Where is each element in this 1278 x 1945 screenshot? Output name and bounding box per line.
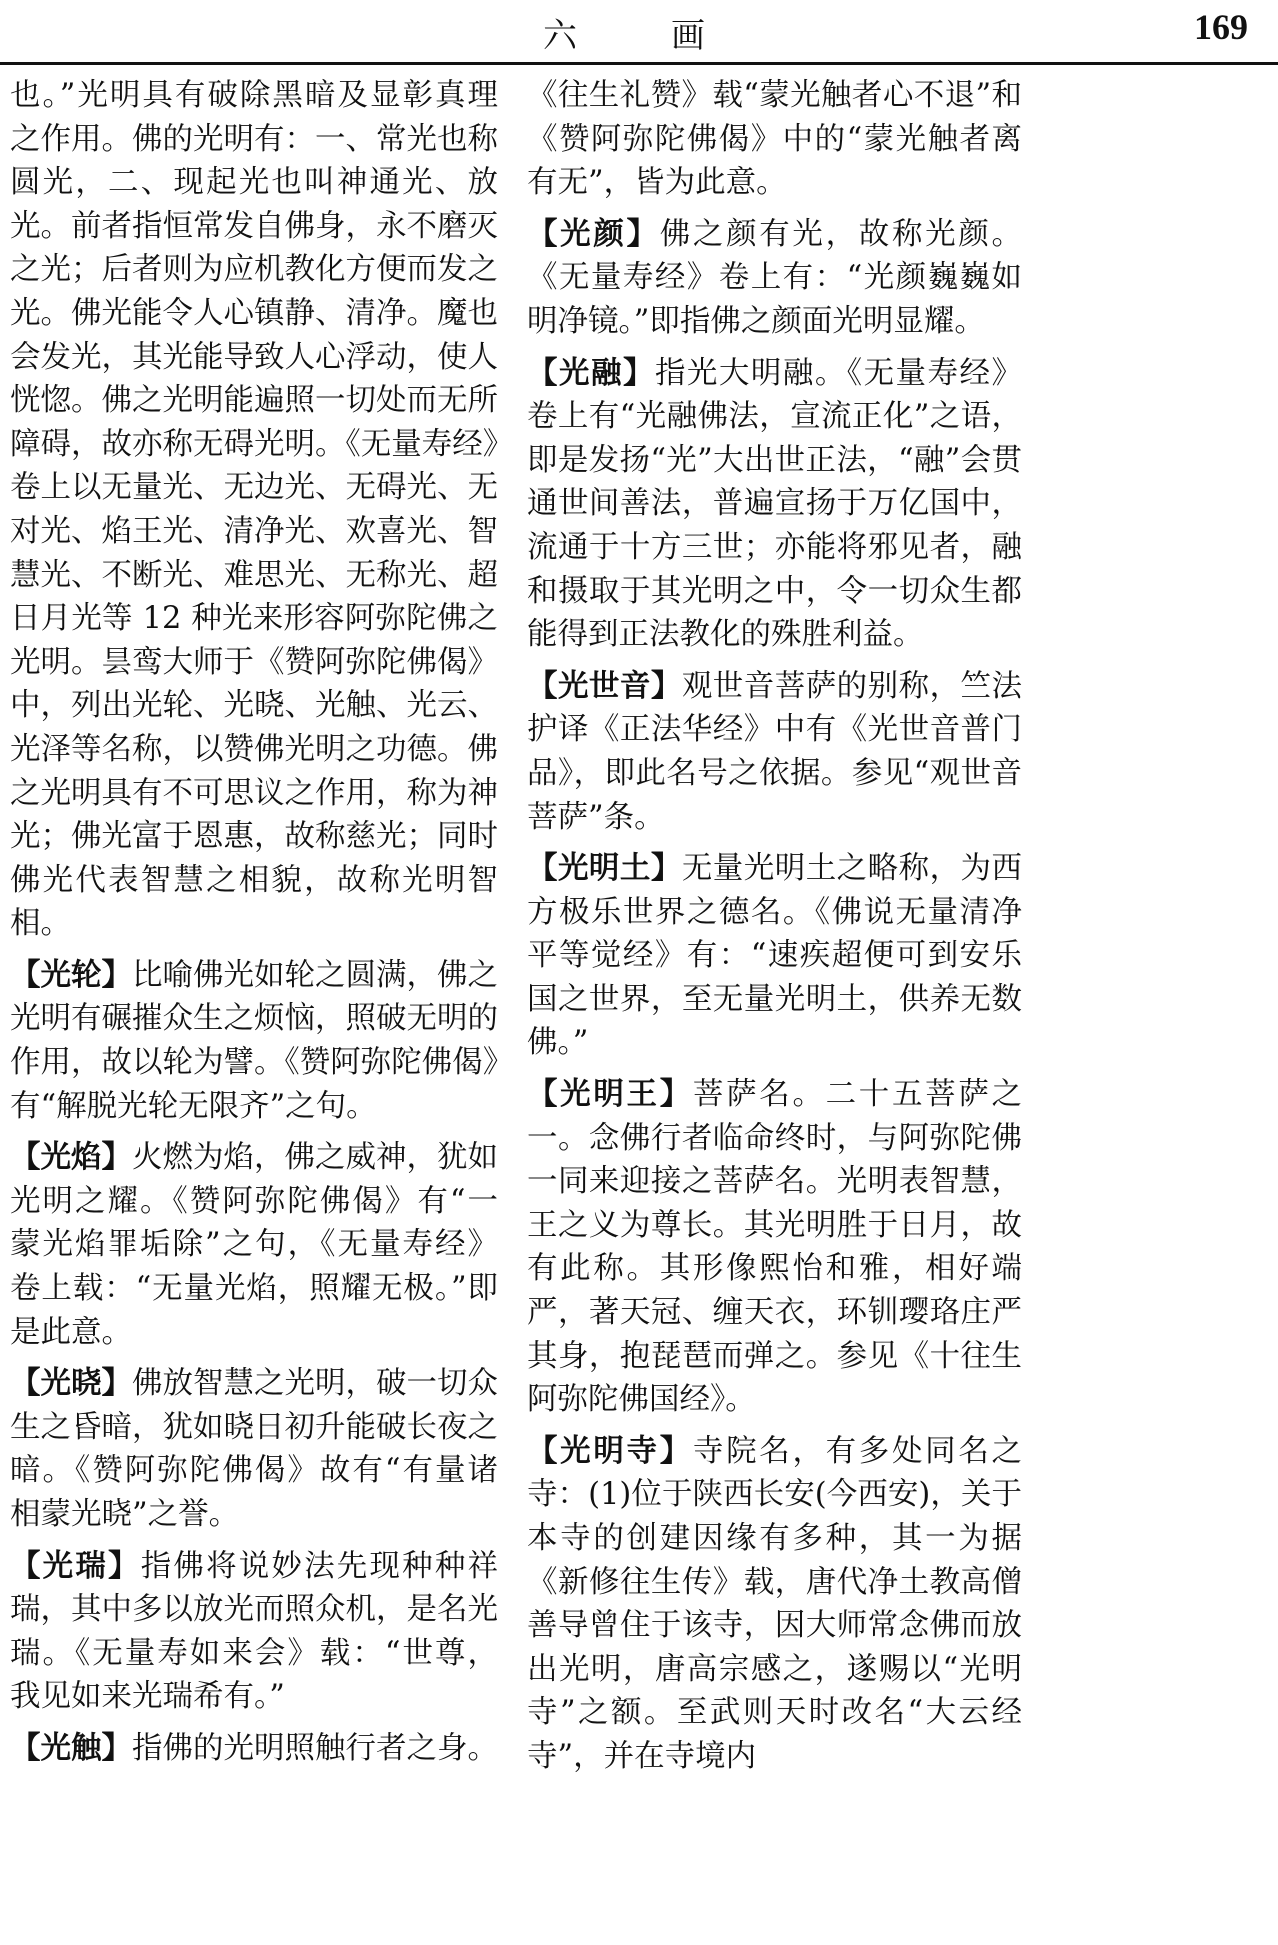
dictionary-entry	[10, 1545, 498, 1719]
entry-text: 指佛的光明照触行者之身。	[132, 1730, 498, 1766]
entry-headword: 【光触】	[10, 1730, 132, 1766]
entry-text: 寺院名，有多处同名之寺：(1)位于陕西长安(今西安)，关于本寺的创建因缘有多种，其一为据《新修往生传》载，唐代净土教高僧善导曾住于该寺，因大师常念佛而放出光明，唐高宗感之，遂赐以“光明寺”之额。至武则天时改名“大云经寺”，并在寺境内	[527, 1433, 1023, 1774]
entry-headword: 【光明寺】	[527, 1433, 693, 1469]
entry-headword: 【光世音】	[527, 668, 682, 704]
entry-text: 火燃为焰，佛之威神，犹如光明之耀。《赞阿弥陀佛偈》有“一蒙光焰罪垢除”之句，《无量寿经》卷上载：“无量光焰，照耀无极。”即是此意。	[10, 1140, 498, 1350]
dictionary-entry	[10, 1727, 498, 1771]
entry-text: 《往生礼赞》载“蒙光触者心不退”和《赞阿弥陀佛偈》中的“蒙光触者离有无”，皆为此意。	[527, 78, 1022, 201]
entry-headword: 【光瑞】	[10, 1548, 141, 1584]
entry-text: 无量光明土之略称，为西方极乐世界之德名。《佛说无量清净平等觉经》有：“速疾超便可到安乐国之世界，至无量光明土，供养无数佛。”	[527, 851, 1023, 1061]
dictionary-entry	[527, 352, 1022, 657]
dictionary-entry	[10, 1362, 498, 1536]
page-number: 169	[1194, 7, 1248, 47]
entry-text: 观世音菩萨的别称，竺法护译《正法华经》中有《光世音普门品》，即此名号之依据。参见“观世音菩萨”条。	[527, 668, 1023, 835]
entry-text: 比喻佛光如轮之圆满，佛之光明有碾摧众生之烦恼，照破无明的作用，故以轮为譬。《赞阿弥陀佛偈》有“解脱光轮无限齐”之句。	[10, 957, 498, 1124]
entry-headword: 【光明土】	[527, 851, 682, 887]
dictionary-entry	[10, 954, 498, 1128]
entry-text: 佛放智慧之光明，破一切众生之昏暗，犹如晓日初升能破长夜之暗。《赞阿弥陀佛偈》故有“有量诸相蒙光晓”之誉。	[10, 1366, 498, 1532]
entry-headword: 【光明王】	[527, 1077, 693, 1113]
page-header	[0, 0, 1278, 65]
entry-text: 指光大明融。《无量寿经》卷上有“光融佛法，宣流正化”之语，即是发扬“光”大出世正法，“融”会贯通世间善法，普遍宣扬于万亿国中，流通于十方三世；亦能将邪见者，融和摄取于其光明之中，令一切众生都能得到正法教化的殊胜利益。	[527, 355, 1023, 653]
dictionary-entry	[527, 1430, 1022, 1779]
entry-text: 指佛将说妙法先现种种祥瑞，其中多以放光而照众机，是名光瑞。《无量寿如来会》载：“世尊，我见如来光瑞希有。”	[10, 1548, 499, 1715]
dictionary-entry	[527, 1073, 1022, 1422]
continued-text	[10, 74, 498, 946]
entry-headword: 【光轮】	[10, 957, 132, 993]
entry-text: 佛之颜有光，故称光颜。《无量寿经》卷上有：“光颜巍巍如明净镜。”即指佛之颜面光明显耀。	[527, 216, 1023, 339]
entry-text: 菩萨名。二十五菩萨之一。念佛行者临命终时，与阿弥陀佛一同来迎接之菩萨名。光明表智慧，王之义为尊长。其光明胜于日月，故有此称。其形像熙怡和雅，相好端严，著天冠、缠天衣，环钏璎珞庄严其身，抱琵琶而弹之。参见《十往生阿弥陀佛国经》。	[527, 1077, 1023, 1418]
dictionary-entry	[527, 213, 1022, 344]
running-head: 六 画	[543, 16, 735, 56]
left-column	[10, 74, 498, 1779]
entry-headword: 【光融】	[527, 355, 655, 391]
entry-headword: 【光焰】	[10, 1140, 132, 1176]
entry-text: 也。”光明具有破除黑暗及显彰真理之作用。佛的光明有：一、常光也称圆光，二、现起光也叫神通光、放光。前者指恒常发自佛身，永不磨灭之光；后者则为应机教化方便而发之光。佛光能令人心镇静、清净。魔也会发光，其光能导致人心浮动，使人恍惚。佛之光明能遍照一切处而无所障碍，故亦称无碍光明。《无量寿经》卷上以无量光、无边光、无碍光、无对光、焰王光、清净光、欢喜光、智慧光、不断光、难思光、无称光、超日月光等 12 种光来形容阿弥陀佛之光明。昙鸾大师于《赞阿弥陀佛偈》中，列出光轮、光晓、光触、光云、光泽等名称，以赞佛光明之功德。佛之光明具有不可思议之作用，称为神光；佛光富于恩惠，故称慈光；同时佛光代表智慧之相貌，故称光明智相。	[10, 78, 498, 942]
dictionary-entry	[527, 665, 1022, 839]
dictionary-entry	[10, 1136, 498, 1354]
right-column	[527, 74, 1022, 1787]
entry-headword: 【光晓】	[10, 1366, 132, 1402]
continued-text	[527, 74, 1022, 205]
dictionary-entry	[527, 847, 1022, 1065]
entry-headword: 【光颜】	[527, 216, 660, 252]
